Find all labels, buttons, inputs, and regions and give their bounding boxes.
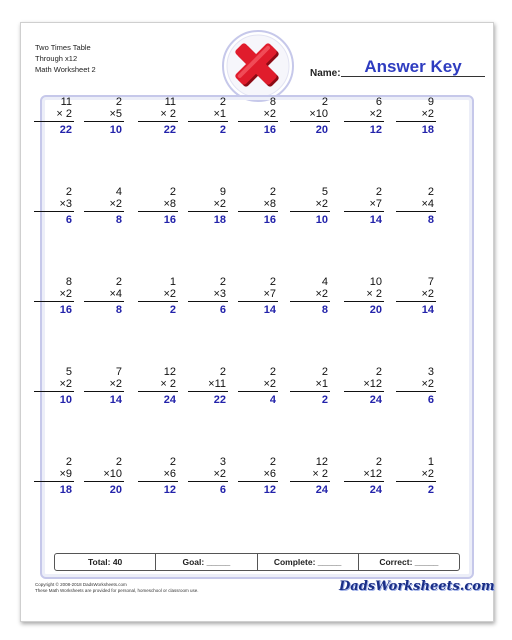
answer: 22: [163, 124, 176, 136]
problem: [78, 276, 124, 316]
multiplicand: 3: [219, 456, 226, 468]
answer-rule: [344, 301, 384, 302]
problem: [338, 276, 384, 316]
multiplicand: 12: [315, 456, 328, 468]
problem: [232, 456, 278, 496]
answer-rule: [188, 301, 228, 302]
multiplier: ×6: [163, 468, 176, 480]
goal-cell: Goal: _____: [156, 554, 257, 570]
multiplicand: 2: [269, 276, 276, 288]
answer: 2: [321, 394, 328, 406]
multiplicand: 2: [169, 456, 176, 468]
red-x-icon: [221, 29, 295, 103]
multiplier: ×8: [263, 198, 276, 210]
multiplier: ×3: [213, 288, 226, 300]
problem: [338, 96, 384, 136]
brand-logo: DadsWorksheets.com: [339, 579, 495, 594]
multiplicand: 2: [427, 186, 434, 198]
answer: 16: [263, 124, 276, 136]
problem: [132, 96, 178, 136]
multiplicand: 5: [321, 186, 328, 198]
multiplicand: 7: [115, 366, 122, 378]
answer: 6: [427, 394, 434, 406]
multiplicand: 2: [219, 96, 226, 108]
answer-rule: [238, 391, 278, 392]
multiplicand: 11: [164, 96, 176, 108]
multiplier: ×2: [59, 378, 72, 390]
answer: 12: [163, 484, 176, 496]
problem: [28, 366, 74, 406]
multiplier: ×2: [421, 288, 434, 300]
multiplicand: 1: [169, 276, 176, 288]
copyright-line: Copyright © 2008-2018 DadsWorksheets.com: [35, 582, 127, 587]
multiplicand: 12: [163, 366, 176, 378]
problem: [390, 96, 436, 136]
problem: [132, 456, 178, 496]
problem-grid: [28, 96, 448, 526]
multiplier: ×11: [208, 378, 226, 390]
problem: [284, 366, 330, 406]
multiplier: ×2: [59, 288, 72, 300]
problem: [284, 456, 330, 496]
problem: [390, 366, 436, 406]
problem: [390, 276, 436, 316]
multiplier: ×1: [315, 378, 328, 390]
multiplier: ×1: [213, 108, 226, 120]
multiplier: ×12: [363, 468, 382, 480]
answer-rule: [34, 211, 74, 212]
problem: [78, 186, 124, 226]
answer-rule: [344, 391, 384, 392]
answer: 14: [263, 304, 276, 316]
answer: 20: [109, 484, 122, 496]
problem: [78, 96, 124, 136]
copyright: [35, 582, 199, 594]
answer-rule: [34, 391, 74, 392]
problem: [28, 456, 74, 496]
multiplicand: 3: [427, 366, 434, 378]
answer: 18: [213, 214, 226, 226]
multiplicand: 2: [321, 96, 328, 108]
answer: 2: [427, 484, 434, 496]
multiplicand: 2: [269, 366, 276, 378]
problem: [182, 276, 228, 316]
multiplier: ×2: [369, 108, 382, 120]
answer: 14: [369, 214, 382, 226]
multiplicand: 9: [219, 186, 226, 198]
multiplicand: 2: [65, 456, 72, 468]
title-line: Math Worksheet 2: [35, 65, 96, 74]
multiplier: × 2: [366, 288, 382, 300]
answer-rule: [290, 121, 330, 122]
problem: [284, 276, 330, 316]
answer-rule: [396, 211, 436, 212]
name-label: Name:: [310, 68, 341, 79]
multiplier: ×10: [309, 108, 328, 120]
answer-rule: [238, 211, 278, 212]
problem: [390, 456, 436, 496]
answer: 14: [421, 304, 434, 316]
multiplicand: 10: [369, 276, 382, 288]
problem: [132, 366, 178, 406]
answer-rule: [34, 121, 74, 122]
answer: 24: [369, 484, 382, 496]
answer-rule: [84, 211, 124, 212]
answer: 2: [169, 304, 176, 316]
multiplier: ×2: [315, 198, 328, 210]
multiplicand: 2: [115, 456, 122, 468]
complete-cell: Complete: _____: [258, 554, 359, 570]
answer: 6: [65, 214, 72, 226]
problem: [28, 186, 74, 226]
problem: [28, 96, 74, 136]
answer: 10: [59, 394, 72, 406]
multiplicand: 2: [321, 366, 328, 378]
multiplier: ×8: [163, 198, 176, 210]
answer-rule: [84, 391, 124, 392]
problem: [338, 456, 384, 496]
multiplier: ×2: [263, 378, 276, 390]
problem: [338, 366, 384, 406]
multiplicand: 9: [427, 96, 434, 108]
multiplier: ×4: [421, 198, 434, 210]
answer-rule: [34, 301, 74, 302]
answer: 24: [163, 394, 176, 406]
answer: 8: [321, 304, 328, 316]
answer: 24: [369, 394, 382, 406]
problem: [182, 186, 228, 226]
multiplier: ×6: [263, 468, 276, 480]
multiplier: ×2: [421, 378, 434, 390]
problem: [338, 186, 384, 226]
answer-rule: [138, 391, 178, 392]
answer: 4: [269, 394, 276, 406]
answer-rule: [396, 121, 436, 122]
multiplicand: 4: [321, 276, 328, 288]
multiplier: ×7: [263, 288, 276, 300]
answer: 12: [263, 484, 276, 496]
multiplicand: 2: [269, 456, 276, 468]
multiplier: × 2: [160, 378, 176, 390]
multiplier: ×2: [163, 288, 176, 300]
multiplier: ×12: [363, 378, 382, 390]
answer-rule: [344, 211, 384, 212]
multiplicand: 1: [427, 456, 434, 468]
multiplier: ×2: [213, 468, 226, 480]
answer-rule: [188, 211, 228, 212]
problem: [390, 186, 436, 226]
problem: [232, 276, 278, 316]
answer-rule: [188, 391, 228, 392]
multiplier: ×2: [109, 198, 122, 210]
answer: 10: [109, 124, 122, 136]
problem: [284, 96, 330, 136]
answer-rule: [344, 121, 384, 122]
multiplicand: 6: [375, 96, 382, 108]
multiplier: × 2: [56, 108, 72, 120]
answer: 16: [163, 214, 176, 226]
problem: [182, 96, 228, 136]
title-line: Through x12: [35, 54, 78, 63]
multiplier: ×2: [421, 468, 434, 480]
multiplicand: 2: [115, 276, 122, 288]
multiplicand: 2: [375, 186, 382, 198]
answer: 22: [59, 124, 72, 136]
answer: 6: [219, 484, 226, 496]
answer: 18: [59, 484, 72, 496]
answer-rule: [84, 121, 124, 122]
answer: 16: [59, 304, 72, 316]
problem: [78, 456, 124, 496]
problem: [284, 186, 330, 226]
multiplicand: 2: [115, 96, 122, 108]
multiplicand: 4: [115, 186, 122, 198]
answer: 12: [369, 124, 382, 136]
answer: 8: [427, 214, 434, 226]
answer: 6: [219, 304, 226, 316]
multiplicand: 7: [427, 276, 434, 288]
answer: 22: [213, 394, 226, 406]
multiplier: ×9: [59, 468, 72, 480]
answer-rule: [138, 301, 178, 302]
multiplicand: 2: [65, 186, 72, 198]
multiplicand: 2: [219, 366, 226, 378]
answer-rule: [188, 121, 228, 122]
answer: 8: [115, 214, 122, 226]
multiplicand: 8: [269, 96, 276, 108]
answer-rule: [396, 481, 436, 482]
name-field: [341, 57, 485, 77]
problem: [182, 366, 228, 406]
multiplicand: 2: [169, 186, 176, 198]
multiplicand: 2: [375, 366, 382, 378]
answer-rule: [34, 481, 74, 482]
multiplicand: 2: [375, 456, 382, 468]
correct-cell: Correct: _____: [379, 557, 439, 567]
problem: [28, 276, 74, 316]
multiplier: ×2: [421, 108, 434, 120]
multiplicand: 5: [65, 366, 72, 378]
multiplier: ×2: [109, 378, 122, 390]
problem: [182, 456, 228, 496]
answer-rule: [138, 481, 178, 482]
answer: 14: [109, 394, 122, 406]
answer: 16: [263, 214, 276, 226]
multiplier: ×2: [263, 108, 276, 120]
multiplier: ×2: [213, 198, 226, 210]
problem: [132, 186, 178, 226]
answer-rule: [238, 121, 278, 122]
problem: [232, 96, 278, 136]
answer-rule: [84, 481, 124, 482]
answer: 2: [219, 124, 226, 136]
multiplicand: 2: [219, 276, 226, 288]
answer: 10: [315, 214, 328, 226]
copyright-line: These Math Worksheets are provided for personal, homeschool or classroom use.: [35, 588, 199, 593]
answer: 20: [315, 124, 328, 136]
multiplier: × 2: [160, 108, 176, 120]
answer-rule: [290, 301, 330, 302]
title-line: Two Times Table: [35, 43, 91, 52]
answer-rule: [238, 301, 278, 302]
answer: 20: [369, 304, 382, 316]
multiplier: ×7: [369, 198, 382, 210]
answer: 24: [315, 484, 328, 496]
answer: 8: [115, 304, 122, 316]
answer-rule: [396, 301, 436, 302]
problem: [232, 186, 278, 226]
answer-rule: [84, 301, 124, 302]
problem: [132, 276, 178, 316]
multiplicand: 2: [269, 186, 276, 198]
answer-rule: [138, 121, 178, 122]
multiplicand: 11: [60, 96, 72, 108]
problem: [78, 366, 124, 406]
multiplier: ×3: [59, 198, 72, 210]
multiplier: × 2: [312, 468, 328, 480]
multiplier: ×2: [315, 288, 328, 300]
multiplier: ×10: [103, 468, 122, 480]
answer-rule: [290, 481, 330, 482]
answer-rule: [344, 481, 384, 482]
multiplier: ×5: [109, 108, 122, 120]
score-bar: [54, 553, 460, 571]
answer-key-label: Answer Key: [364, 57, 462, 76]
answer-rule: [290, 211, 330, 212]
worksheet-title: [35, 42, 96, 75]
answer-rule: [138, 211, 178, 212]
multiplier: ×4: [109, 288, 122, 300]
answer: 18: [421, 124, 434, 136]
total-cell: Total: 40: [55, 554, 156, 570]
answer-rule: [396, 391, 436, 392]
multiplicand: 8: [65, 276, 72, 288]
answer-rule: [188, 481, 228, 482]
problem: [232, 366, 278, 406]
answer-rule: [290, 391, 330, 392]
answer-rule: [238, 481, 278, 482]
